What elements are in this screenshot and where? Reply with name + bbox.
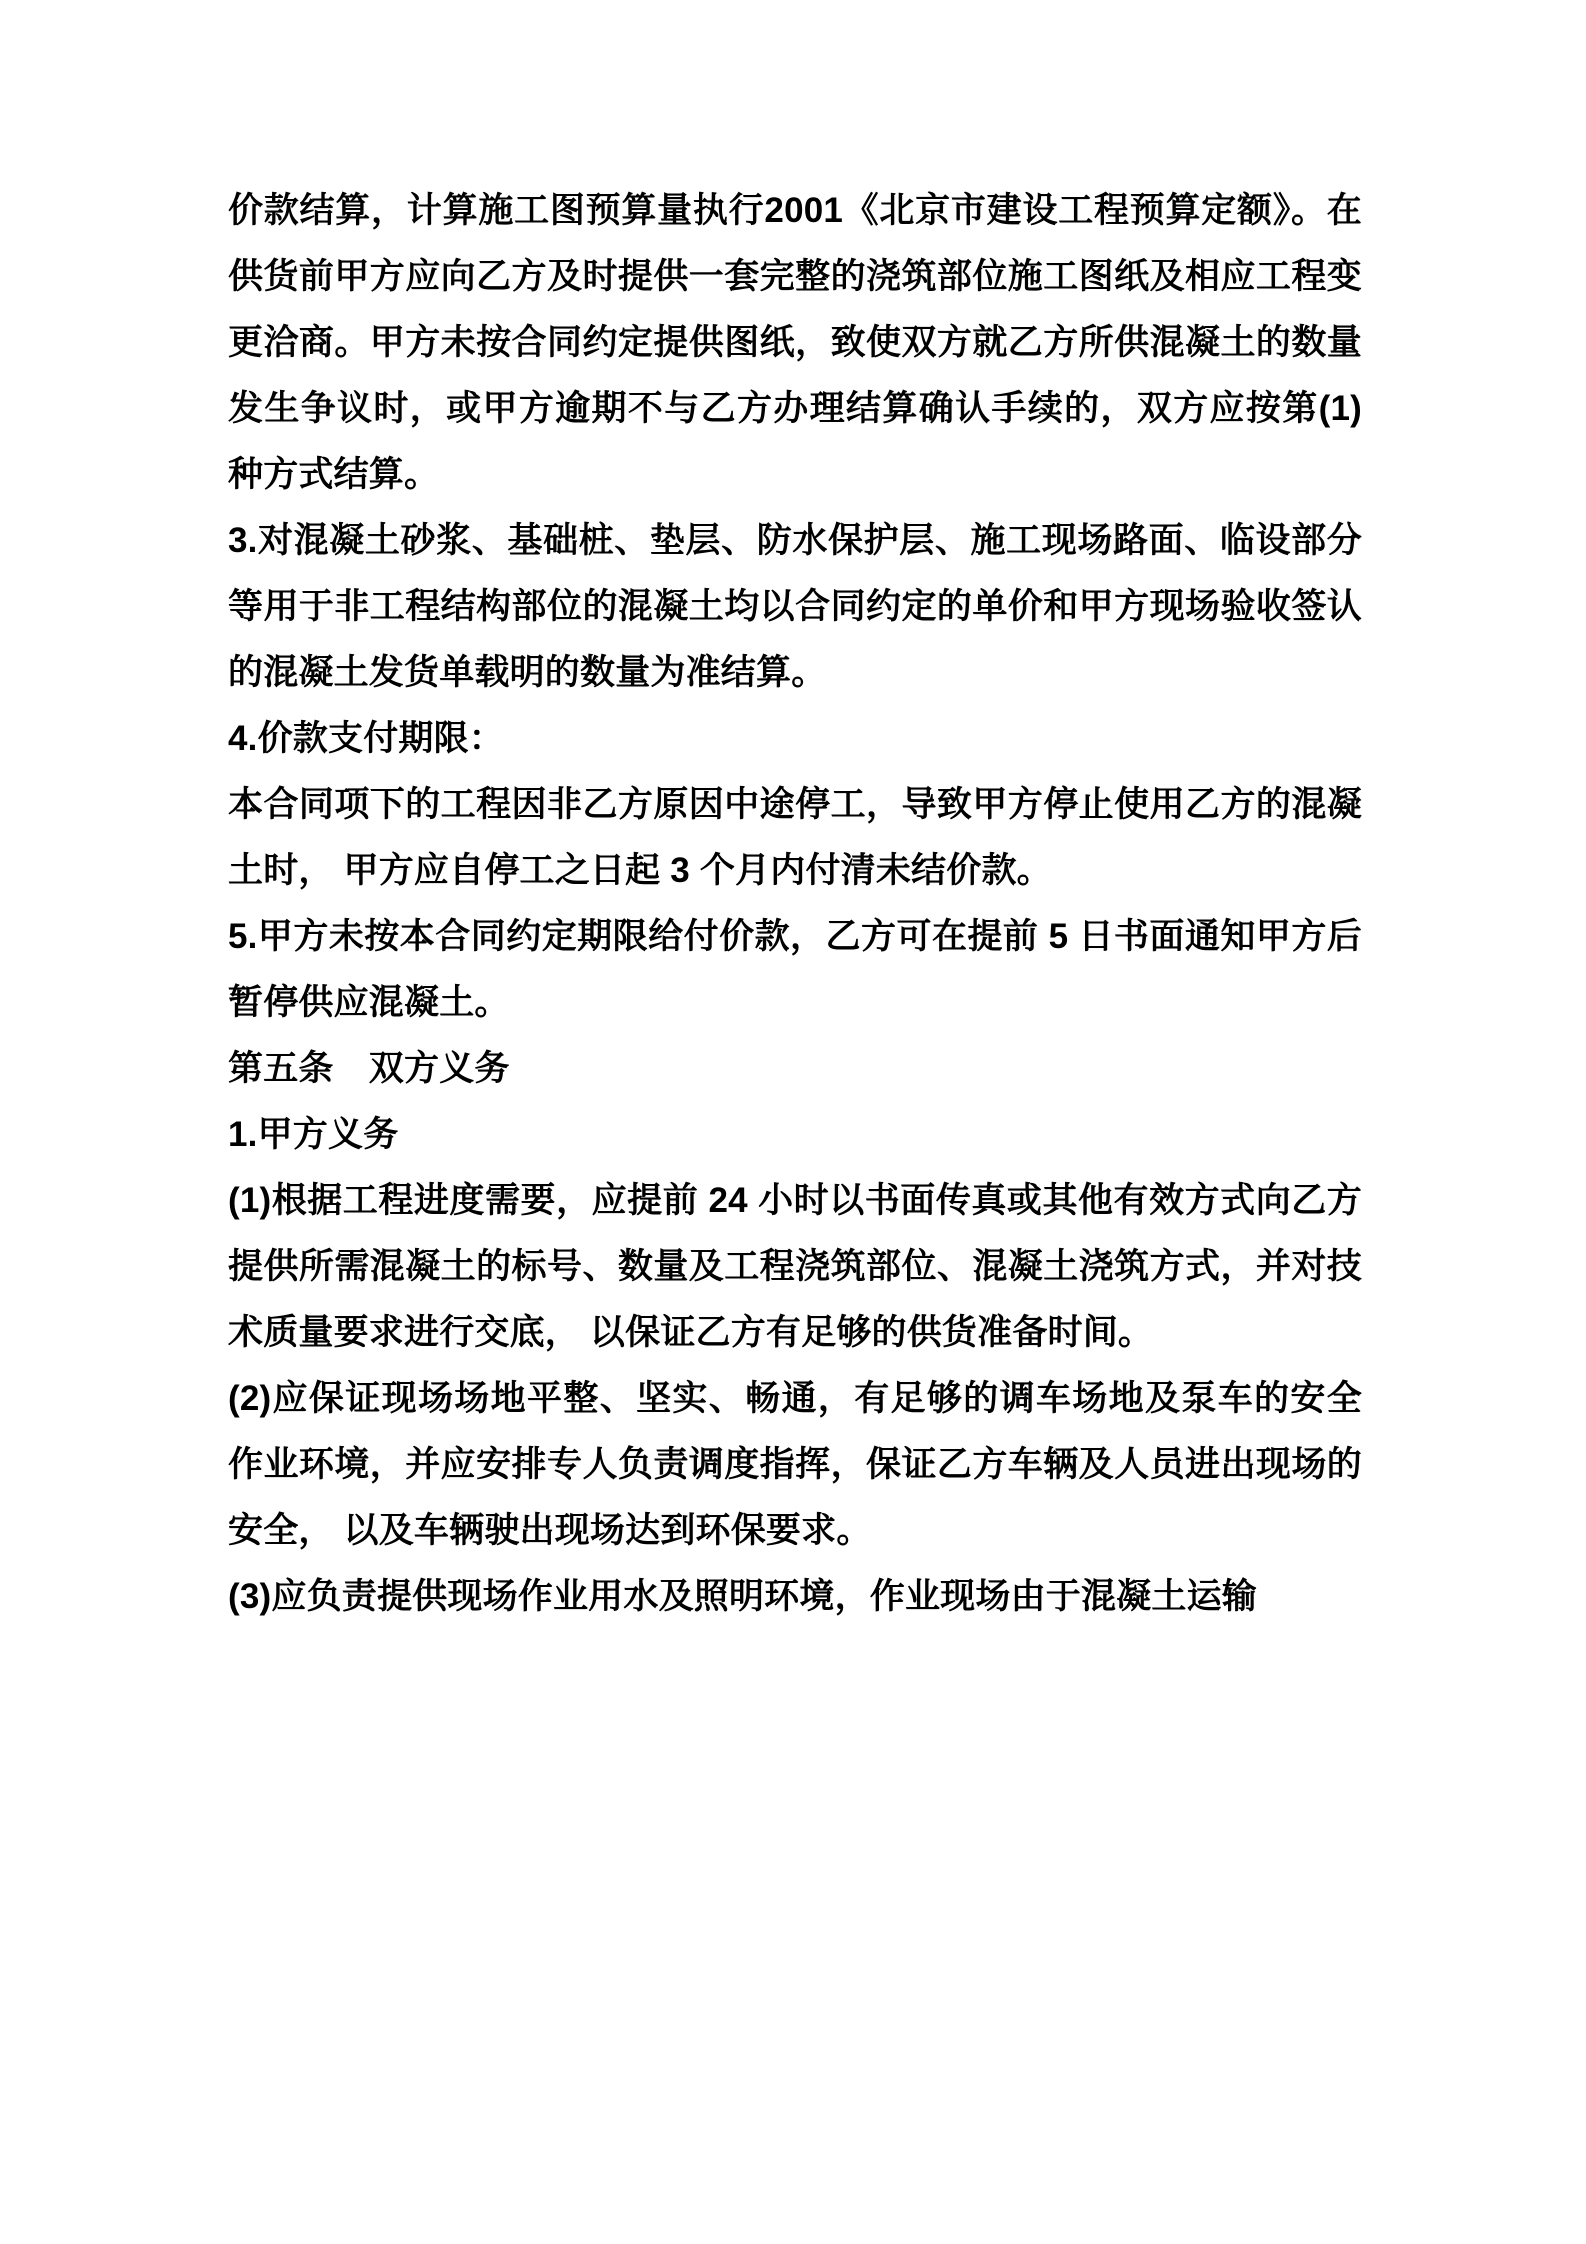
paragraph-3: 4.价款支付期限： bbox=[228, 719, 504, 758]
paragraph-2: 3.对混凝土砂浆、基础桩、垫层、防水保护层、施工现场路面、临设部分等用于非工程结构部位的混凝土均以合同约定的单价和甲方现场验收签认的混凝土发货单载明的数量为准结算。 bbox=[228, 521, 1362, 692]
paragraph-8: (1)根据工程进度需要，应提前 24 小时以书面传真或其他有效方式向乙方提供所需混凝土的标号、数量及工程浇筑部位、混凝土浇筑方式，并对技术质量要求进行交底， 以保证乙方有足够的供货准备时间。 bbox=[228, 1181, 1362, 1352]
paragraph-9: (2)应保证现场场地平整、坚实、畅通，有足够的调车场地及泵车的安全作业环境，并应安排专人负责调度指挥，保证乙方车辆及人员进出现场的安全， 以及车辆驶出现场达到环保要求。 bbox=[228, 1379, 1362, 1550]
section-heading-article-five: 第五条 双方义务 bbox=[228, 1049, 510, 1088]
paragraph-10: (3)应负责提供现场作业用水及照明环境，作业现场由于混凝土运输 bbox=[228, 1577, 1257, 1616]
paragraph-1: 价款结算，计算施工图预算量执行2001《北京市建设工程预算定额》。在供货前甲方应向乙方及时提供一套完整的浇筑部位施工图纸及相应工程变更洽商。甲方未按合同约定提供图纸，致使双方就乙方所供混凝土的数量发生争议时，或甲方逾期不与乙方办理结算确认手续的，双方应按第(1)种方式结算。 bbox=[228, 191, 1362, 494]
document-body bbox=[228, 178, 1362, 1630]
paragraph-4: 本合同项下的工程因非乙方原因中途停工，导致甲方停止使用乙方的混凝土时， 甲方应自停工之日起 3 个月内付清未结价款。 bbox=[228, 785, 1362, 890]
subsection-heading-party-a-obligations: 1.甲方义务 bbox=[228, 1115, 399, 1154]
paragraph-5: 5.甲方未按本合同约定期限给付价款，乙方可在提前 5 日书面通知甲方后暂停供应混凝土。 bbox=[228, 917, 1362, 1022]
